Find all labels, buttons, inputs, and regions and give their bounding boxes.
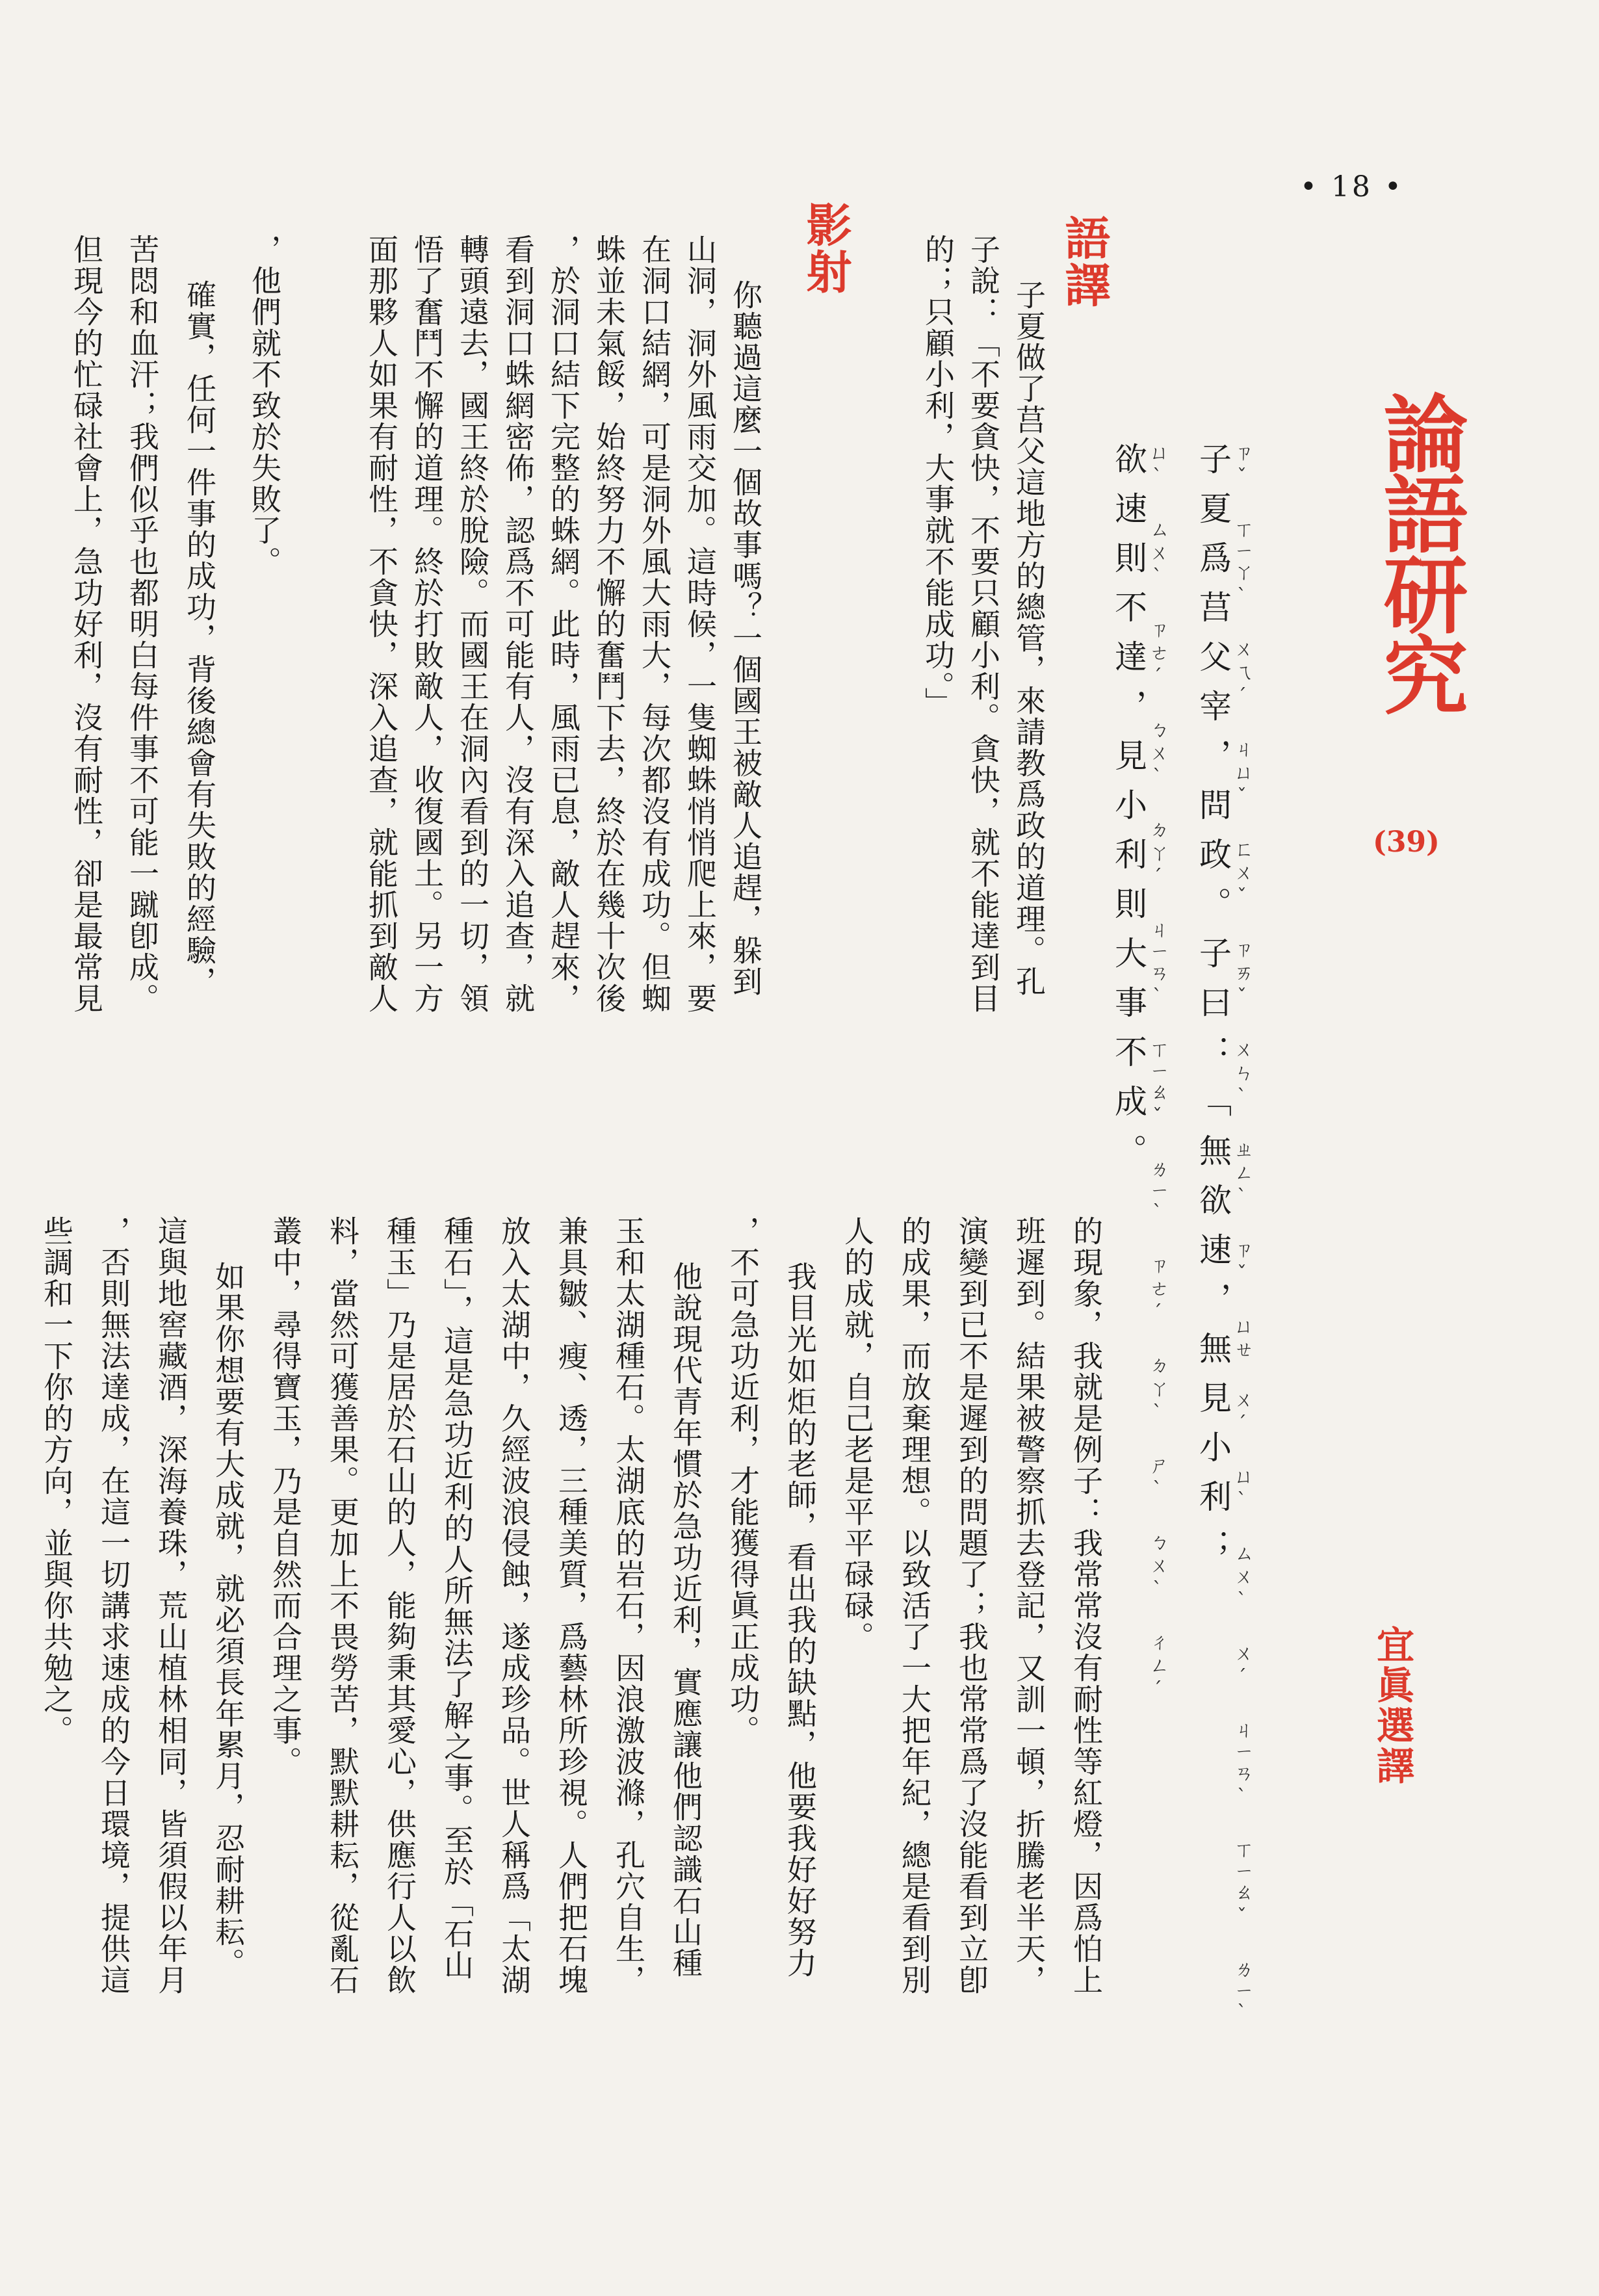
lower-line-8: 他說現代青年慣於急功近利，實應讓他們認識石山種 <box>668 1261 703 1979</box>
lower-line-2: 班遲到。結果被警察抓去登記，又訓一頓，折騰老半天， <box>1011 1216 1046 1996</box>
classic-quote-line-1: 子夏爲莒父宰，問政。子曰：「無欲速，無見小利； <box>1194 442 1232 1578</box>
lower-line-4: 的成果，而放棄理想。以致活了一大把年紀，總是看到別 <box>897 1216 932 1996</box>
reflection-line-2: 山洞，洞外風雨交加。這時候，一隻蜘蛛悄悄爬上來，要 <box>682 234 718 1014</box>
lower-line-11: 放入太湖中，久經波浪侵蝕，遂成珍品。世人稱爲「太湖 <box>497 1216 532 1996</box>
reflection-line-13: 但現今的忙碌社會上，急功好利，沒有耐性，卻是最常見 <box>69 234 104 1014</box>
classic-quote-line-2: 欲速則不達，見小利則大事不成。 <box>1110 442 1147 1183</box>
zhuyin-line-1: ㄗˇ ㄒㄧㄚˋ ㄨㄟˊ ㄐㄩˇ ㄈㄨˇ ㄗㄞˇ ㄨㄣˋ ㄓㄥˋ ㄗˇ ㄩㄝ ㄨˊ ㄩˋ ㄙㄨˋ ㄨˊ ㄐㄧㄢˋ ㄒㄧㄠˇ ㄌㄧˋ <box>1230 442 1253 2028</box>
reflection-line-11: 確實，任何一件事的成功，背後總會有失敗的經驗， <box>182 280 217 997</box>
translation-line-1: 子夏做了莒父這地方的總管，來請教爲政的道理。孔 <box>1011 280 1046 997</box>
lower-line-5: 人的成就，自己老是平平碌碌。 <box>840 1216 875 1652</box>
lower-line-9: 玉和太湖種石。太湖底的岩石，因浪激波滌，孔穴自生， <box>611 1216 646 1996</box>
lower-line-17: 這與地窖藏酒，深海養珠，荒山植林相同，皆須假以年月 <box>153 1216 188 1996</box>
lower-line-15: 叢中，尋得寶玉，乃是自然而合理之事。 <box>268 1216 303 1777</box>
reflection-line-6: 看到洞口蛛網密佈，認爲不可能有人，沒有深入追查，就 <box>500 234 536 1014</box>
reflection-line-4: 蛛並未氣餒，始終努力不懈的奮鬥下去，終於在幾十次後 <box>592 234 627 1014</box>
show-through-text <box>1450 247 1502 277</box>
reflection-line-7: 轉頭遠去，國王終於脫險。而國王在洞內看到的一切，領 <box>455 234 490 1014</box>
lower-line-16: 如果你想要有大成就，就必須長年累月，忍耐耕耘。 <box>211 1261 246 1979</box>
author-role: 選譯 <box>1370 1706 1414 1786</box>
section-heading-reflection: 影射 <box>799 202 853 295</box>
page-number: • 18 • <box>1300 170 1404 203</box>
lower-line-14: 料，當然可獲善果。更加上不畏勞苦，默默耕耘，從亂石 <box>325 1216 360 1996</box>
lower-line-10: 兼具皺、瘦、透，三種美質，爲藝林所珍視。人們把石塊 <box>554 1216 589 1996</box>
lower-line-3: 演變到已不是遲到的問題了；我也常常爲了沒能看到立卽 <box>954 1216 989 1996</box>
reflection-line-5: ，於洞口結下完整的蛛網。此時，風雨已息，敵人趕來， <box>546 234 581 1014</box>
reflection-line-1: 你聽過這麼一個故事嗎？一個國王被敵人追趕，躲到 <box>728 280 763 997</box>
reflection-line-3: 在洞口結網，可是洞外風大雨大，每次都沒有成功。但蜘 <box>637 234 672 1014</box>
lower-line-6: 我目光如炬的老師，看出我的缺點，他要我好好努力 <box>783 1261 818 1979</box>
section-heading-translation: 語譯 <box>1058 215 1112 308</box>
lower-line-7: ，不可急功近利，才能獲得眞正成功。 <box>725 1216 760 1746</box>
reflection-line-12: 苦悶和血汗；我們似乎也都明白每件事不可能一蹴卽成。 <box>125 234 160 1014</box>
author-credit <box>1365 1625 1420 1786</box>
author-name: 宜眞 <box>1370 1625 1414 1706</box>
reflection-line-8: 悟了奮鬥不懈的道理。終於打敗敵人，收復國土。另一方 <box>410 234 445 1014</box>
issue-number: (39) <box>1373 826 1440 859</box>
reflection-line-9: 面那夥人如果有耐性，不貪快，深入追查，就能抓到敵人 <box>364 234 399 1014</box>
translation-line-3: 的；只顧小利，大事就不能成功。」 <box>920 234 956 718</box>
zhuyin-line-2: ㄩˋ ㄙㄨˋ ㄗㄜˊ ㄅㄨˋ ㄉㄚˊ ㄐㄧㄢˋ ㄒㄧㄠˇ ㄌㄧˋ ㄗㄜˊ ㄉㄚˋ ㄕˋ ㄅㄨˋ ㄔㄥˊ <box>1146 442 1169 1705</box>
lower-line-1: 的現象，我就是例子：我常常沒有耐性等紅燈，因爲怕上 <box>1069 1216 1104 1996</box>
reflection-line-10: ，他們就不致於失敗了。 <box>247 234 282 577</box>
lower-line-12: 種石」，這是急功近利的人所無法了解之事。至於「石山 <box>439 1216 474 1981</box>
translation-line-2: 子說：「不要貪快，不要只顧小利。貪快，就不能達到目 <box>966 234 1001 1014</box>
lower-line-19: 些調和一下你的方向，並與你共勉之。 <box>39 1216 74 1746</box>
lower-line-18: ，否則無法達成，在這一切講求速成的今日環境，提供這 <box>96 1216 131 1996</box>
lower-line-13: 種玉」乃是居於石山的人，能夠秉其愛心，供應行人以飲 <box>382 1216 417 1996</box>
series-title: 論語研究 <box>1370 390 1469 712</box>
